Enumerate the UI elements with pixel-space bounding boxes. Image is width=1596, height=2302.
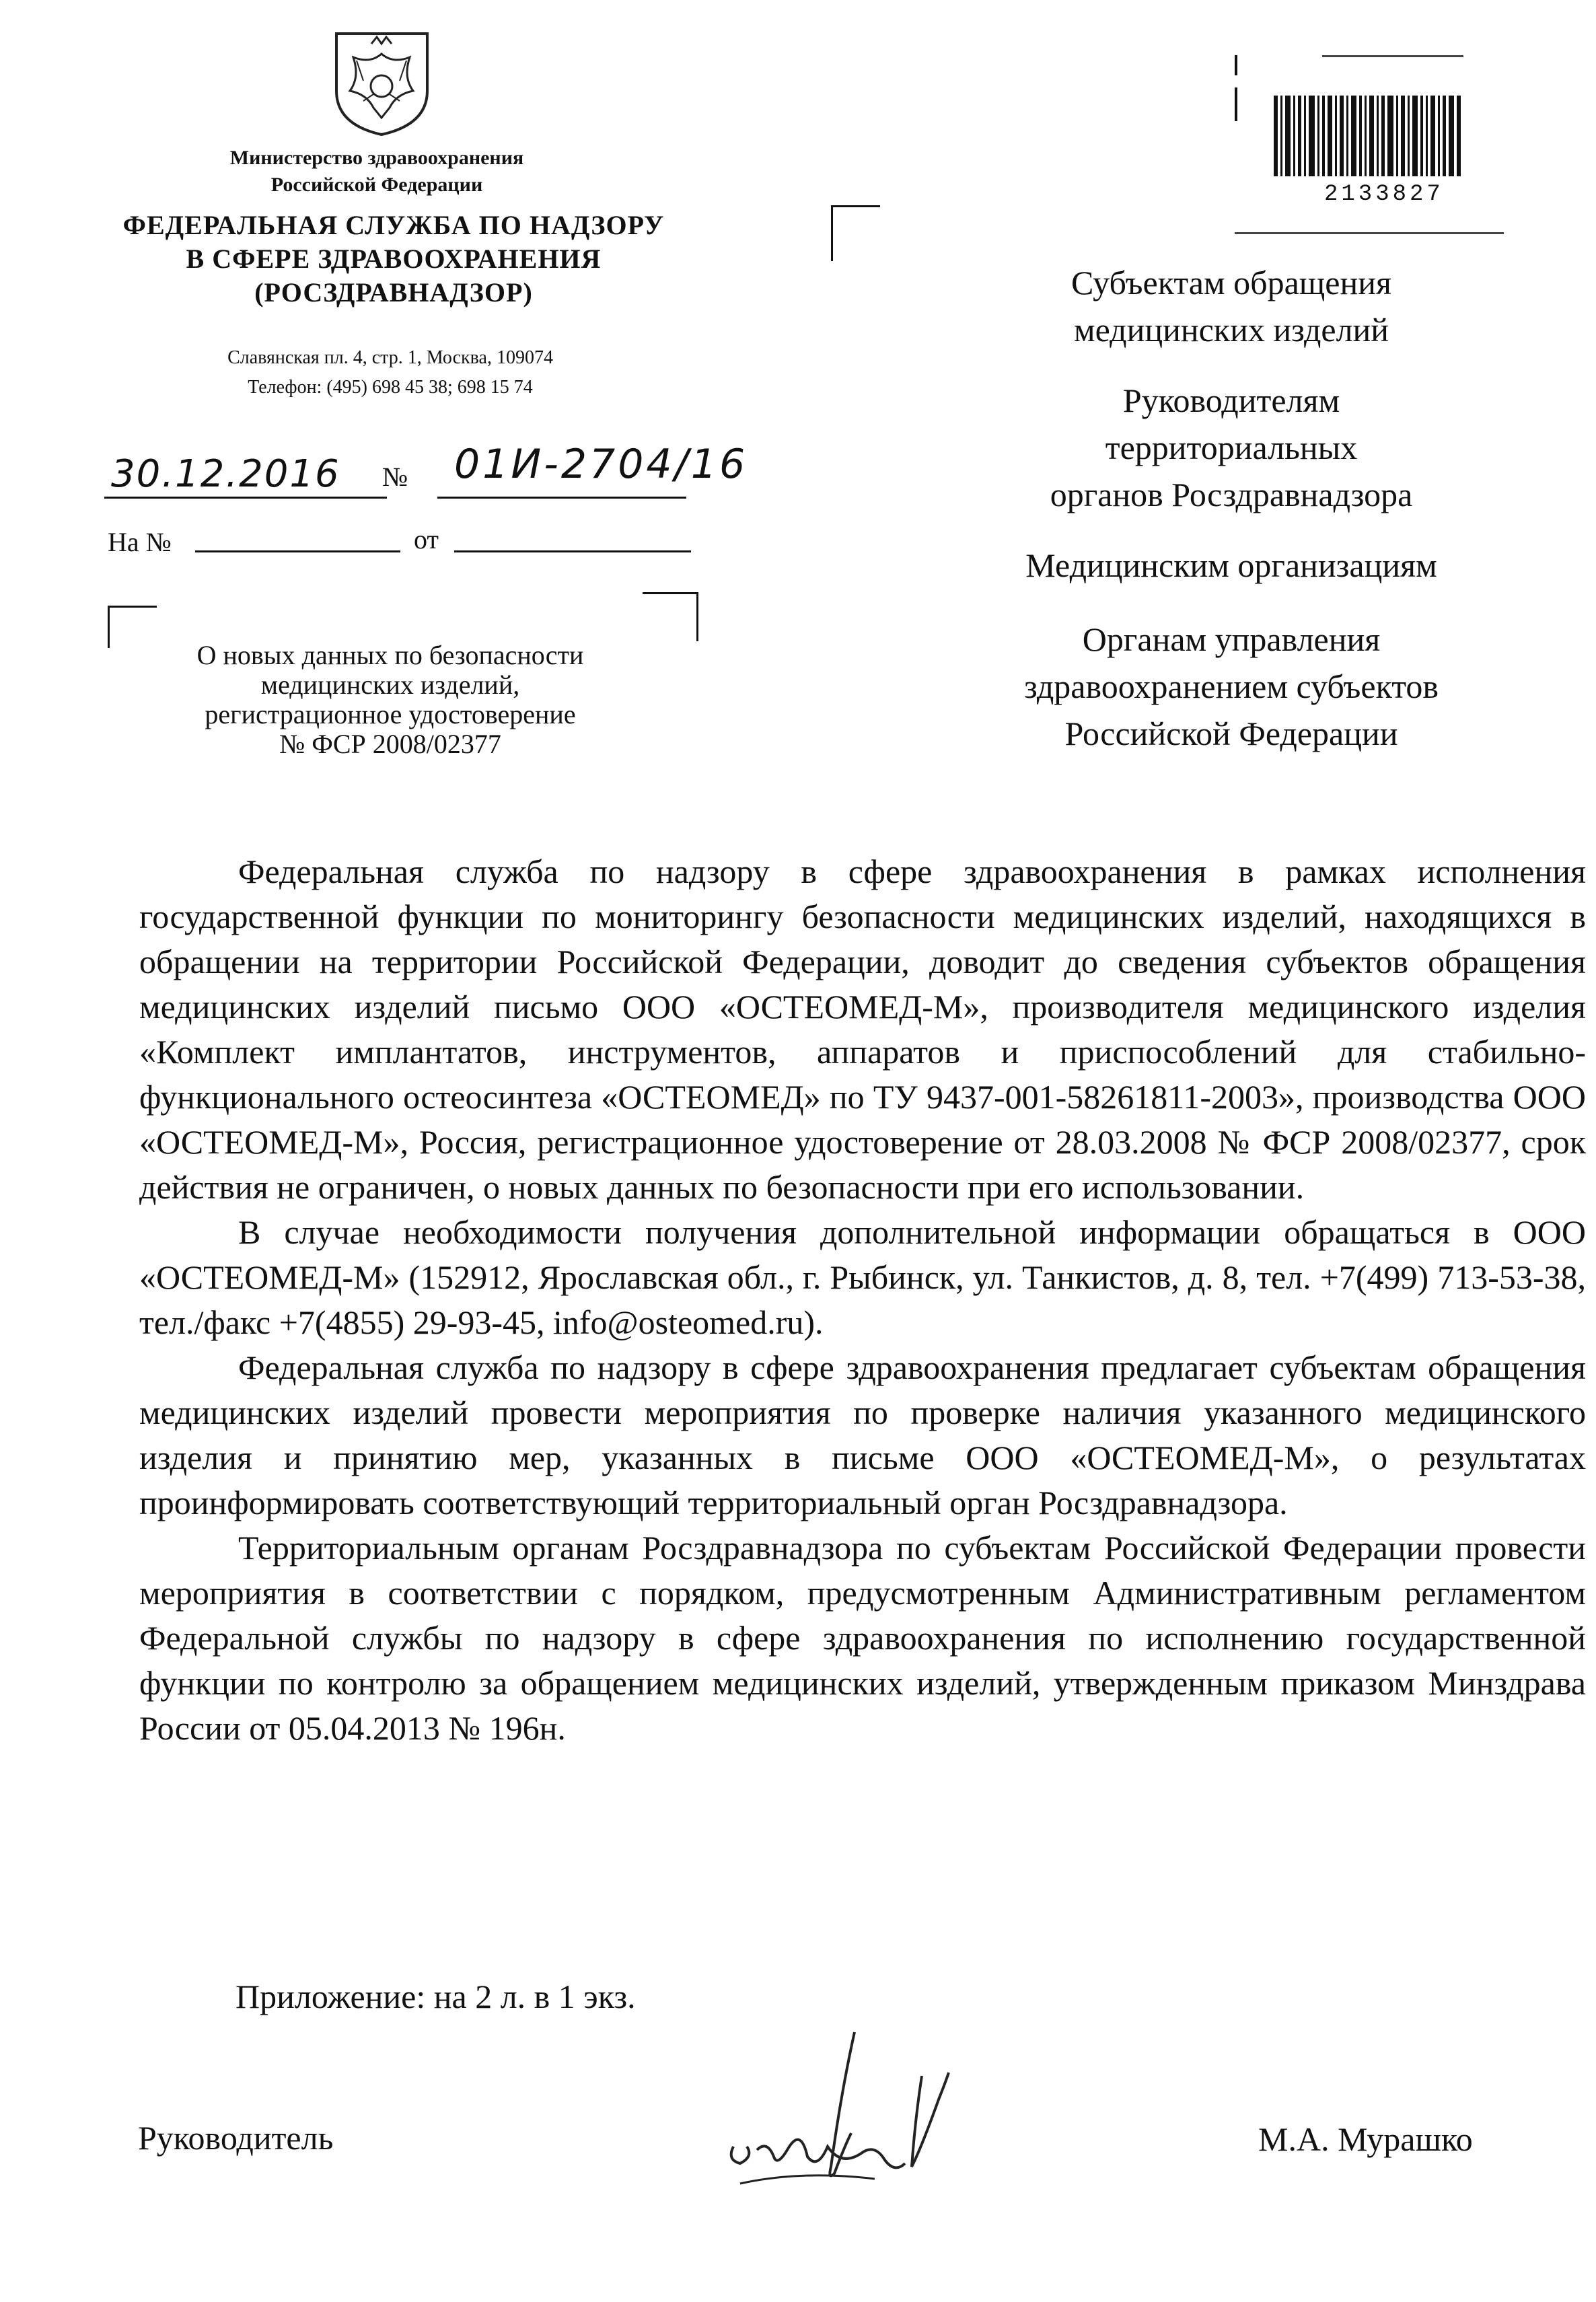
ministry-name xyxy=(135,145,619,199)
registration-date: 30.12.2016 xyxy=(111,452,340,496)
body-paragraph-2: В случае необходимости получения дополнительной информации обращаться в ООО «ОСТЕОМЕД-М» (152912, Ярославская обл., г. Рыбинск, ул. Танкистов, д. 8, тел. +7(499) 713-53-38, тел./факс +7(4855) 29-93-45, info@osteomed.ru). xyxy=(139,1213,1586,1341)
barcode-frame-mark xyxy=(1235,87,1237,121)
recipient-3 xyxy=(915,542,1548,589)
subject-corner-right xyxy=(643,592,698,641)
recipient-2 xyxy=(915,377,1548,518)
service-line-1: ФЕДЕРАЛЬНАЯ СЛУЖБА ПО НАДЗОРУ xyxy=(122,210,665,240)
recipient-3-line-1: Медицинским организациям xyxy=(1025,546,1437,584)
reply-number-field xyxy=(195,550,400,552)
barcode-number: 2133827 xyxy=(1324,182,1444,207)
reply-from-field xyxy=(454,550,691,552)
subject-line-3: регистрационное удостоверение xyxy=(205,699,576,729)
reply-number-label: На № xyxy=(108,527,172,557)
recipient-4-line-2: здравоохранением субъектов xyxy=(1023,668,1439,705)
signer-role: Руководитель xyxy=(138,2119,334,2157)
number-underline xyxy=(437,497,686,499)
subject-line-4: № ФСР 2008/02377 xyxy=(279,729,501,759)
subject-line-1: О новых данных по безопасности xyxy=(196,640,584,670)
registration-number: 01И-2704/16 xyxy=(454,441,748,488)
barcode-icon xyxy=(1274,96,1462,176)
coat-of-arms-icon xyxy=(323,27,441,138)
signature-icon xyxy=(700,2012,982,2207)
service-line-3: (РОСЗДРАВНАДЗОР) xyxy=(254,277,533,308)
recipient-2-line-1: Руководителям xyxy=(1122,382,1340,419)
recipient-1 xyxy=(915,259,1548,353)
body-paragraph-3: Федеральная служба по надзору в сфере здравоохранения предлагает субъектам обращения медицинских изделий провести мероприятия по проверке наличия указанного медицинского изделия и принятию мер, указанных в письме ООО «ОСТЕОМЕД-М», о результатах проинформировать соответствующий территориальный орган Росздравнадзора. xyxy=(139,1348,1586,1521)
reply-from-label: от xyxy=(414,524,439,554)
address-block xyxy=(135,343,646,402)
service-line-2: В СФЕРЕ ЗДРАВООХРАНЕНИЯ xyxy=(186,244,602,274)
recipient-corner xyxy=(831,205,880,261)
recipient-4-line-1: Органам управления xyxy=(1082,620,1381,658)
phone-line: Телефон: (495) 698 45 38; 698 15 74 xyxy=(248,377,533,398)
recipient-2-line-3: органов Росздравнадзора xyxy=(1050,476,1413,513)
recipient-4-line-3: Российской Федерации xyxy=(1064,715,1398,752)
number-label: № xyxy=(382,462,408,492)
service-name xyxy=(61,209,727,310)
barcode-bottom-line xyxy=(1235,232,1504,234)
barcode-top-line xyxy=(1322,55,1463,57)
letter-body xyxy=(139,849,1586,1751)
subject-block xyxy=(135,641,646,759)
recipient-1-line-2: медицинских изделий xyxy=(1073,311,1389,349)
signer-name: М.А. Мурашко xyxy=(1258,2120,1473,2158)
address-line: Славянская пл. 4, стр. 1, Москва, 109074 xyxy=(227,347,553,368)
subject-line-2: медицинских изделий, xyxy=(260,670,520,700)
body-paragraph-4: Территориальным органам Росздравнадзора по субъектам Российской Федерации провести мероприятия в соответствии с порядком, предусмотренным Административным регламентом Федеральной службы по надзору в сфере здравоохранения по исполнению государственной функции по контролю за обращением медицинских изделий, утвержденным приказом Минздрава России от 05.04.2013 № 196н. xyxy=(139,1529,1586,1747)
body-paragraph-1: Федеральная служба по надзору в сфере здравоохранения в рамках исполнения государственной функции по мониторингу безопасности медицинских изделий, находящихся в обращении на территории Российской Федерации, доводит до сведения субъектов обращения медицинских изделий письмо ООО «ОСТЕОМЕД-М», производителя медицинского изделия «Комплект имплантатов, инструментов, аппаратов и приспособлений для стабильно-функционального остеосинтеза «ОСТЕОМЕД» по ТУ 9437-001-58261811-2003», производства ООО «ОСТЕОМЕД-М», Россия, регистрационное удостоверение от 28.03.2008 № ФСР 2008/02377, срок действия не ограничен, о новых данных по безопасности при его использовании. xyxy=(139,853,1586,1206)
recipient-1-line-1: Субъектам обращения xyxy=(1071,264,1391,301)
barcode-frame-mark xyxy=(1235,55,1237,75)
ministry-line-2: Российской Федерации xyxy=(270,174,483,196)
appendix-note: Приложение: на 2 л. в 1 экз. xyxy=(235,1978,636,2015)
recipient-2-line-2: территориальных xyxy=(1105,429,1358,466)
date-underline xyxy=(104,497,387,499)
ministry-line-1: Министерство здравоохранения xyxy=(229,147,524,169)
recipient-4 xyxy=(915,616,1548,757)
